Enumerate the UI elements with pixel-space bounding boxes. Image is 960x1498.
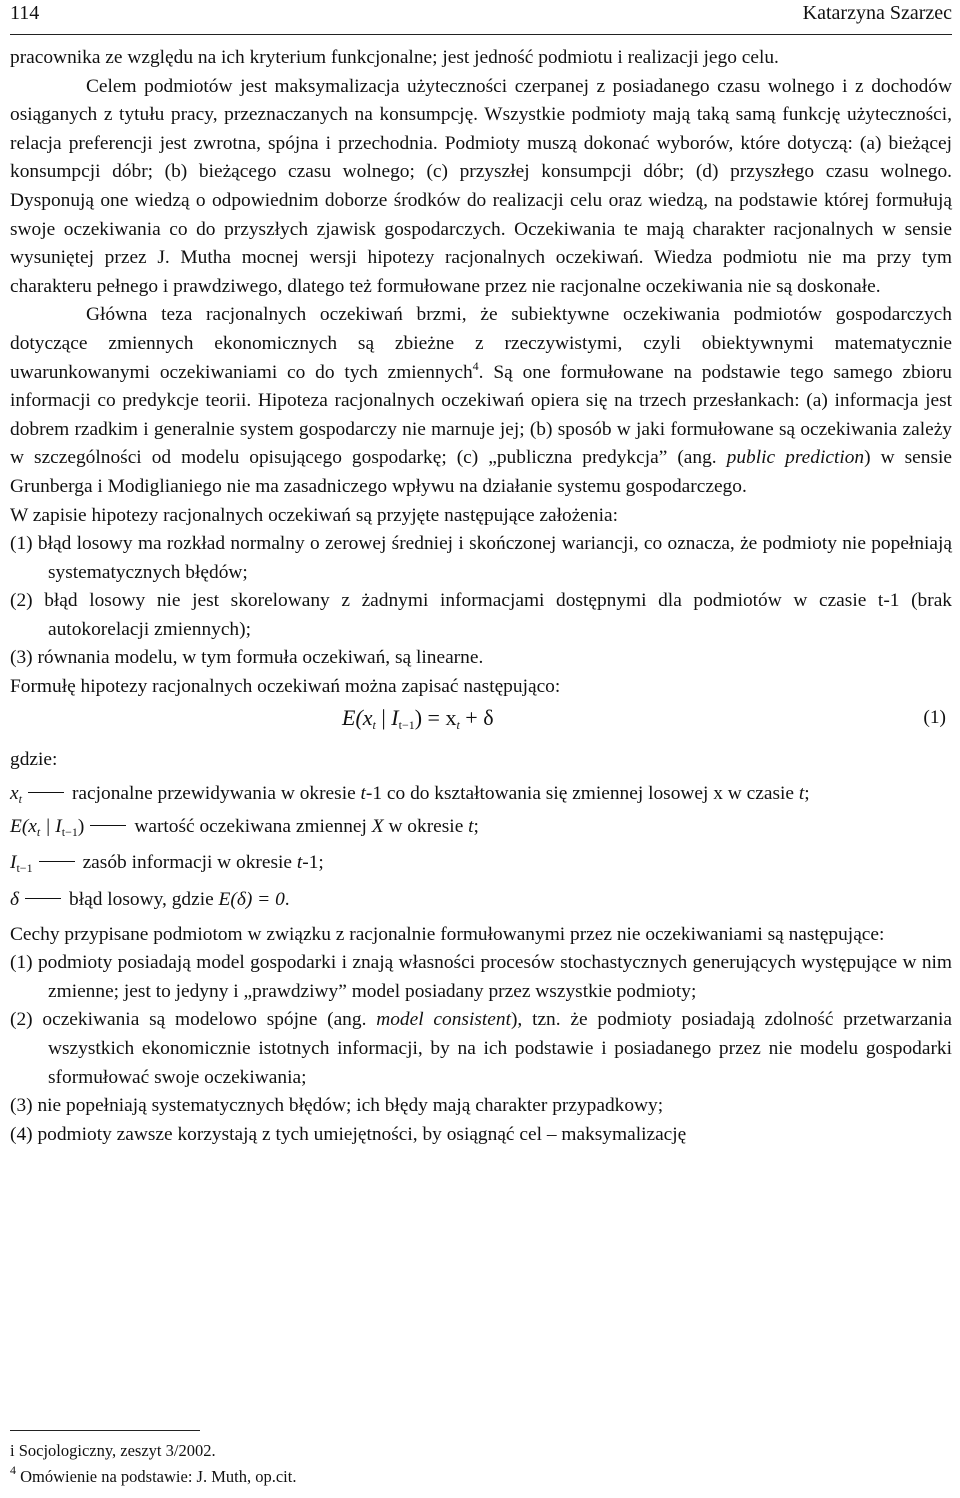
equation-formula: $E(x_t$ | $I_{t-1}) = x_t + \delta$ xyxy=(342,704,494,732)
paragraph-continued: pracownika ze względu na ich kryterium funkcjonalne; jest jedność podmiotu i realizacji jego celu. xyxy=(10,47,779,68)
list-item: (2) błąd losowy nie jest skorelowany z żadnymi informacjami dostępnymi dla podmiotów w czasie t-1 (brak autokorelacji zmiennych); xyxy=(10,590,952,640)
list-item: (1) podmioty posiadają model gospodarki i znają własności procesów stochastycznych generujących występujące w nim zmienne; jest to jedyny i „prawdziwy” model posiadany przez wszystkie podmioty; xyxy=(10,952,952,1002)
body-text xyxy=(10,44,952,1149)
page-number: 114 xyxy=(10,2,40,24)
paragraph-assumptions-intro: W zapisie hipotezy racjonalnych oczekiwań są przyjęte następujące założenia: xyxy=(10,504,618,526)
running-author: Katarzyna Szarzec xyxy=(802,2,952,24)
definition-item: δ błąd losowy, gdzie E(δ) = 0. xyxy=(10,889,290,911)
list-item: (4) podmioty zawsze korzystają z tych umiejętności, by osiągnąć cel – maksymalizację xyxy=(10,1123,687,1145)
definitions-label: gdzie: xyxy=(10,748,58,770)
definition-item: $E(x_t$ | $I_{t-1}$) wartość oczekiwana zmiennej X w okresie t; xyxy=(10,815,479,839)
dash-rule xyxy=(90,825,126,826)
footnote-4: $^4$ Omówienie na podstawie: J. Muth, op.cit. xyxy=(10,1463,297,1486)
dash-rule xyxy=(39,861,75,862)
footnote-continued: i Socjologiczny, zeszyt 3/2002. xyxy=(10,1441,216,1460)
footnote-ref-4: 4 xyxy=(472,358,479,373)
dash-rule xyxy=(25,898,61,899)
definition-item: $x_t$ racjonalne przewidywania w okresie t-1 co do kształtowania się zmiennej losowej x w czasie t; xyxy=(10,783,810,807)
list-item: (1) błąd losowy ma rozkład normalny o zerowej średniej i skończonej wariancji, co oznacza, że podmioty nie popełniają systematycznych błędów; xyxy=(10,533,952,583)
equation-number: (1) xyxy=(923,706,946,728)
definitions-list xyxy=(10,780,952,914)
list-item: (3) nie popełniają systematycznych błędów; ich błędy mają charakter przypadkowy; xyxy=(10,1095,664,1117)
paragraph-formula-intro: Formułę hipotezy racjonalnych oczekiwań można zapisać następująco: xyxy=(10,676,561,698)
list-item: (2) oczekiwania są modelowo spójne (ang. model consistent), tzn. że podmioty posiadają zdolność przetwarzania wszystkich ekonomicznie istotnych informacji, by na ich podstawie i posiadanego przez nie modelu gospodarki sformułować swoje oczekiwania; xyxy=(10,1009,952,1088)
definition-item: $I_{t-1}$ zasób informacji w okresie t-1; xyxy=(10,852,324,876)
paragraph-main-thesis: Główna teza racjonalnych oczekiwań brzmi, że subiektywne oczekiwania podmiotów gospodarczych dotyczące zmiennych ekonomicznych są zbieżne z rzeczywistymi, czyli obiektywnymi matematycznie uwarunkowanymi oczekiwaniami co do tych zmiennych$^4$. Są one formułowane na podstawie tego samego zbioru informacji co predykcje teorii. Hipoteza racjonalnych oczekiwań opiera się na trzech przesłankach: (a) informacja jest dobrem rzadkim i generalnie system gospodarczy nie marnuje jej; (b) sposób w jaki formułowane są oczekiwania zależy w szczególności od modelu opisującego gospodarkę; (c) „publiczna predykcja” (ang. public prediction) w sensie Grunberga i Modiglianiego nie ma zasadniczego wpływu na działanie systemu gospodarczego. xyxy=(10,304,952,497)
running-header xyxy=(10,0,952,35)
equation-1 xyxy=(10,702,952,742)
paragraph-goals: Celem podmiotów jest maksymalizacja użyteczności czerpanej z posiadanego czasu wolnego i z dochodów osiąganych z tytułu pracy, przeznaczanych na konsumpcję. Wszystkie podmioty mają taką samą funkcję użyteczności, relacja preferencji jest zwrotna, spójna i przechodnia. Podmioty muszą dokonać wyborów, które dotyczą: (a) bieżącej konsumpcji dóbr; (b) bieżącego czasu wolnego; (c) przyszłej konsumpcji dóbr; (d) przyszłego czasu wolnego. Dysponują one wiedzą o odpowiednim doborze środków do realizacji celu oraz wiedzą, na podstawie której formułują swoje oczekiwania co do przyszłych zjawisk gospodarczych. Oczekiwania te mają charakter racjonalnych w sensie wysuniętej przez J. Mutha mocnej wersji hipotezy racjonalnych oczekiwań. Wiedza podmiotu nie ma przy tym charakteru pełnego i prawdziwego, dlatego też formułowane przez nie racjonalne oczekiwania nie są doskonałe. xyxy=(10,75,952,297)
footnote-rule xyxy=(10,1430,200,1431)
paragraph-features-intro: Cechy przypisane podmiotom w związku z racjonalnie formułowanymi przez nie oczekiwaniami są następujące: xyxy=(10,923,885,945)
dash-rule xyxy=(28,792,64,793)
list-item: (3) równania modelu, w tym formuła oczekiwań, są linearne. xyxy=(10,647,484,669)
